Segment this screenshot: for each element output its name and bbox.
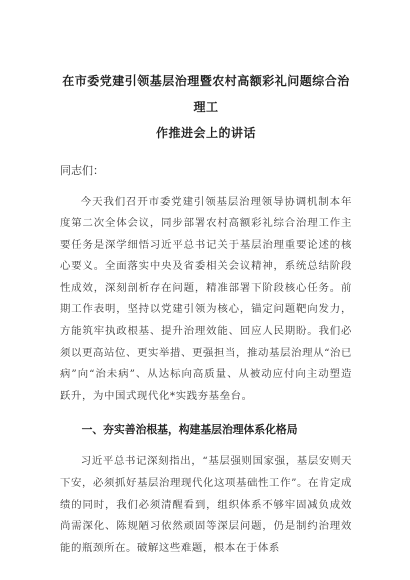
title-line-2: 作推进会上的讲话 (155, 126, 256, 140)
greeting: 同志们： (60, 164, 104, 177)
section-heading-1: 一、夯实善治根基，构建基层治理体系化格局 (81, 423, 298, 437)
paragraph-section-1: 习近平总书记深刻指出，“基层强则国家强，基层安则天下安，必须抓好基层治理现代化这项基础性工作”。在肯定成绩的同时，我们必须清醒看到，组织体系不够牢固减负成效尚需深化、陈规陋习依然顽固等深层问题，仍是制约治理效能的瓶颈所在。破解这些难题，根本在于体系 (60, 455, 352, 554)
title-line-1: 在市委党建引领基层治理暨农村高额彩礼问题综合治理工 (62, 74, 350, 114)
paragraph-intro: 今天我们召开市委党建引领基层治理领导协调机制本年度第二次全体会议，同步部署农村高额彩礼综合治理工作主要任务是深学细悟习近平总书记关于基层治理重要论述的核心要义。全面落实中央及省委相关会议精神，系统总结阶段性成效，深刻剖析存在问题，精准部署下阶段核心任务。前期工作表明，坚持以党建引领为核心，锚定问题靶向发力，方能筑牢执政根基、提升治理效能、回应人民期盼。我们必须以更高站位、更实举措、更强担当，推动基层治理从“治已病”向“治未病”、从达标向高质量、从被动应付向主动塑造跃升，为中国式现代化*实践夯基垒台。 (60, 195, 352, 402)
document-title (60, 68, 352, 146)
